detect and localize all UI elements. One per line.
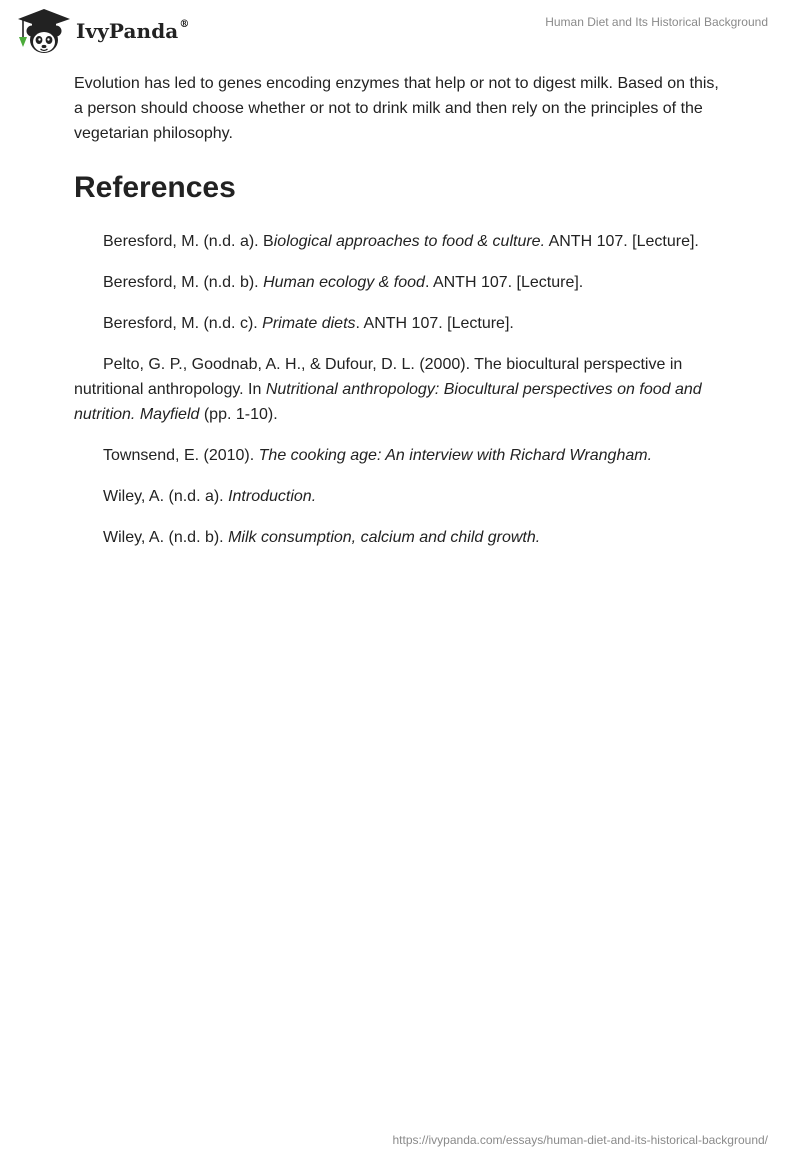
brand-logo[interactable] [14,7,189,57]
reference-item: Wiley, A. (n.d. b). Milk consumption, calcium and child growth. [103,529,541,546]
reference-item: Pelto, G. P., Goodnab, A. H., & Dufour, D. L. (2000). The biocultural perspective in nutritional anthropology. In Nutritional anthropology: Biocultural perspectives on food and nutrition. Mayfield (pp. 1-10). [74,356,702,423]
reference-item: Wiley, A. (n.d. a). Introduction. [103,488,317,505]
brand-name: IvyPanda® [76,19,190,43]
source-url[interactable]: https://ivypanda.com/essays/human-diet-and-its-historical-background/ [392,1133,768,1147]
reference-item: Townsend, E. (2010). The cooking age: An interview with Richard Wrangham. [103,447,653,464]
panda-graduate-icon [14,7,74,57]
reference-item: Beresford, M. (n.d. c). Primate diets. ANTH 107. [Lecture]. [103,315,514,332]
document-body [74,71,729,566]
reference-item: Beresford, M. (n.d. a). Biological approaches to food & culture. ANTH 107. [Lecture]. [103,233,699,250]
intro-paragraph: Evolution has led to genes encoding enzymes that help or not to digest milk. Based on this, a person should choose whether or not to drink milk and then rely on the principles of the vegetarian philosophy. [74,75,719,142]
references-heading: References [74,171,236,204]
running-title: Human Diet and Its Historical Background [545,15,768,29]
page-header [0,0,800,64]
reference-item: Beresford, M. (n.d. b). Human ecology & food. ANTH 107. [Lecture]. [103,274,584,291]
